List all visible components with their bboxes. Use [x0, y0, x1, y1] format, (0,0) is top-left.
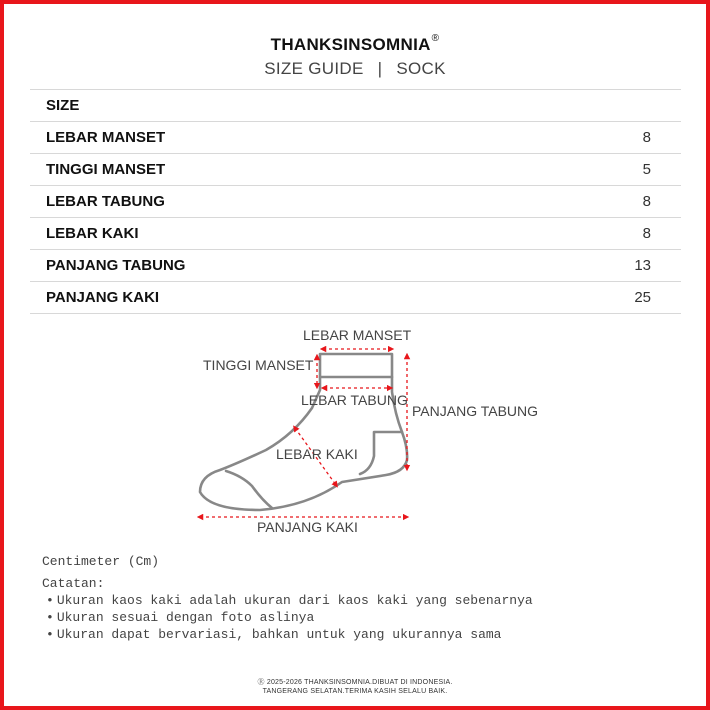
list-item [42, 592, 533, 609]
label-tinggi-manset: TINGGI MANSET [203, 357, 314, 373]
notes-list [42, 592, 533, 643]
row-label: LEBAR MANSET [30, 122, 561, 154]
table-header: SIZE [30, 90, 561, 122]
table-row [30, 250, 681, 282]
registered-mark: ® [431, 33, 440, 44]
label-panjang-tabung: PANJANG TABUNG [412, 403, 539, 419]
brand-name: THANKSINSOMNIA [270, 35, 431, 54]
notes-title: Catatan: [42, 576, 105, 591]
row-label: LEBAR KAKI [30, 218, 561, 250]
product-title: SOCK [396, 59, 446, 78]
bullet: • [46, 593, 54, 608]
page-subtitle [0, 59, 710, 79]
table-header-row [30, 90, 681, 122]
brand-logo [0, 35, 710, 55]
row-label: TINGGI MANSET [30, 154, 561, 186]
sock-diagram [190, 322, 550, 540]
row-label: PANJANG TABUNG [30, 250, 561, 282]
note-text: Ukuran dapat bervariasi, bahkan untuk yang ukurannya sama [56, 627, 502, 642]
label-lebar-kaki: LEBAR KAKI [276, 446, 358, 462]
unit-note: Centimeter (Cm) [42, 554, 160, 569]
label-panjang-kaki: PANJANG KAKI [257, 519, 358, 535]
row-label: PANJANG KAKI [30, 282, 561, 314]
bullet: • [46, 627, 54, 642]
title-separator: | [377, 59, 383, 78]
bullet: • [46, 610, 54, 625]
footer [0, 678, 710, 696]
row-label: LEBAR TABUNG [30, 186, 561, 218]
guide-title: SIZE GUIDE [264, 59, 364, 78]
note-text: Ukuran kaos kaki adalah ukuran dari kaos kaki yang sebenarnya [56, 593, 533, 608]
sock-outline [200, 354, 407, 510]
label-lebar-manset: LEBAR MANSET [303, 327, 412, 343]
table-row [30, 122, 681, 154]
list-item [42, 609, 533, 626]
note-text: Ukuran sesuai dengan foto aslinya [56, 610, 315, 625]
row-value: 25 [561, 282, 681, 314]
notes-section [42, 575, 533, 643]
row-value: 8 [561, 122, 681, 154]
footer-line-2: TANGERANG SELATAN.TERIMA KASIH SELALU BAIK. [262, 688, 448, 695]
table-row [30, 282, 681, 314]
size-table [30, 89, 681, 314]
row-value: 8 [561, 218, 681, 250]
row-value: 13 [561, 250, 681, 282]
table-row [30, 154, 681, 186]
table-row [30, 186, 681, 218]
footer-line-1: Ⓡ 2025-2026 THANKSINSOMNIA.DIBUAT DI INDONESIA. [257, 679, 453, 686]
label-lebar-tabung: LEBAR TABUNG [301, 392, 408, 408]
list-item [42, 626, 533, 643]
row-value: 8 [561, 186, 681, 218]
table-row [30, 218, 681, 250]
row-value: 5 [561, 154, 681, 186]
